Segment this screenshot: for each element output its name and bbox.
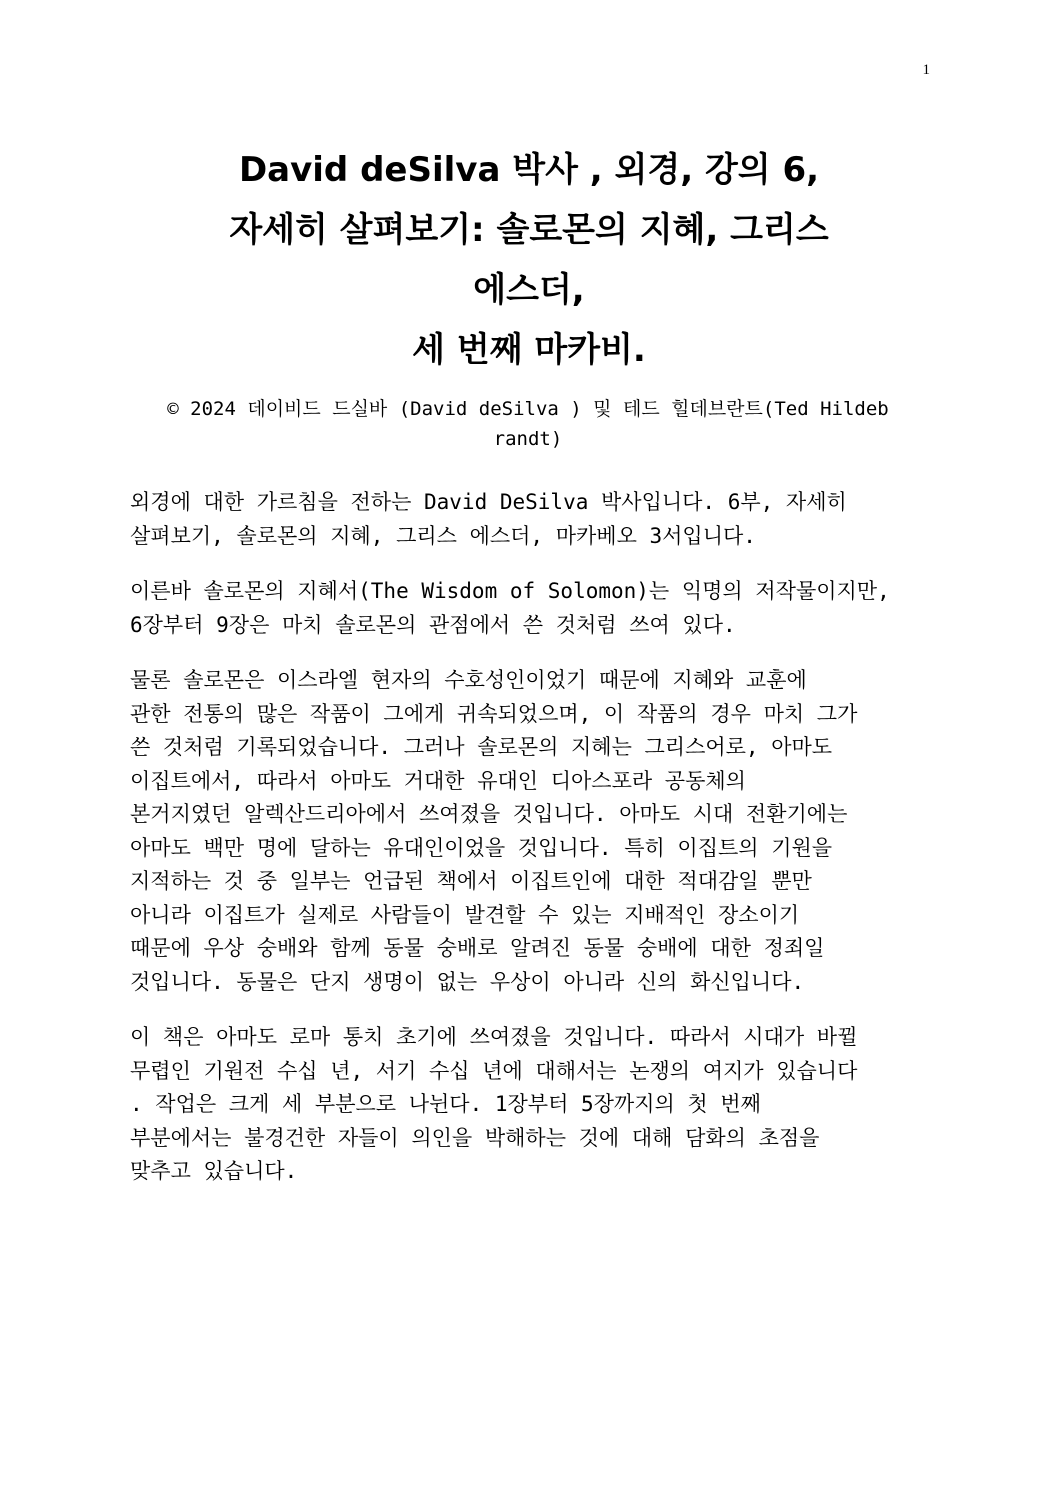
- text-line: 지적하는 것 중 일부는 언급된 책에서 이집트인에 대한 적대감일 뿐만: [130, 869, 812, 893]
- text-line: . 작업은 크게 세 부분으로 나뉜다. 1장부터 5장까지의 첫 번째: [130, 1092, 761, 1116]
- text-line: 부분에서는 불경건한 자들이 의인을 박해하는 것에 대해 담화의 초점을: [130, 1125, 820, 1150]
- text-line: 맞추고 있습니다.: [130, 1159, 298, 1183]
- text-line: 외경에 대한 가르침을 전하는 David DeSilva 박사입니다. 6부, 자세히: [130, 490, 847, 514]
- text-line: 이집트에서, 따라서 아마도 거대한 유대인 디아스포라 공동체의: [130, 768, 746, 793]
- paragraph-2: [130, 575, 930, 642]
- text-line: 이른바 솔로몬의 지혜서(The Wisdom of Solomon)는 익명의 저작물이지만,: [130, 579, 890, 603]
- text-line: 살펴보기, 솔로몬의 지혜, 그리스 에스더, 마카베오 3서입니다.: [130, 523, 756, 548]
- paragraph-4: [130, 1021, 930, 1189]
- title-line-2: 자세히 살펴보기: 솔로몬의 지혜, 그리스: [229, 210, 829, 250]
- copyright-line-1: © 2024 데이비드 드실바 (David deSilva ) 및 테드 힐데브란트(Ted Hildeb: [167, 398, 889, 420]
- document-title: [110, 140, 948, 380]
- text-line: 아마도 백만 명에 달하는 유대인이었을 것입니다. 특히 이집트의 기원을: [130, 835, 833, 860]
- text-line: 관한 전통의 많은 작품이 그에게 귀속되었으며, 이 작품의 경우 마치 그가: [130, 701, 858, 726]
- title-line-1: David deSilva 박사 , 외경, 강의 6,: [238, 150, 820, 190]
- body-text: [130, 486, 930, 1211]
- text-line: 본거지였던 알렉산드리아에서 쓰여졌을 것입니다. 아마도 시대 전환기에는: [130, 802, 848, 826]
- text-line: 것입니다. 동물은 단지 생명이 없는 우상이 아니라 신의 화신입니다.: [130, 969, 805, 994]
- text-line: 쓴 것처럼 기록되었습니다. 그러나 솔로몬의 지혜는 그리스어로, 아마도: [130, 735, 833, 759]
- text-line: 무렵인 기원전 수십 년, 서기 수십 년에 대해서는 논쟁의 여지가 있습니다: [130, 1058, 858, 1083]
- text-line: 때문에 우상 숭배와 함께 동물 숭배로 알려진 동물 숭배에 대한 정죄일: [130, 936, 825, 960]
- text-line: 아니라 이집트가 실제로 사람들이 발견할 수 있는 지배적인 장소이기: [130, 902, 800, 927]
- copyright-line-2: randt): [493, 428, 563, 450]
- text-line: 6장부터 9장은 마치 솔로몬의 관점에서 쓴 것처럼 쓰여 있다.: [130, 612, 736, 637]
- title-line-4: 세 번째 마카비.: [412, 330, 646, 370]
- page-number: 1: [922, 62, 930, 78]
- text-line: 이 책은 아마도 로마 통치 초기에 쓰여졌을 것입니다. 따라서 시대가 바뀔: [130, 1025, 858, 1049]
- title-line-3: 에스더,: [473, 270, 585, 310]
- paragraph-1: [130, 486, 930, 553]
- text-line: 물론 솔로몬은 이스라엘 현자의 수호성인이었기 때문에 지혜와 교훈에: [130, 668, 807, 692]
- paragraph-3: [130, 664, 930, 999]
- copyright-notice: [128, 394, 928, 454]
